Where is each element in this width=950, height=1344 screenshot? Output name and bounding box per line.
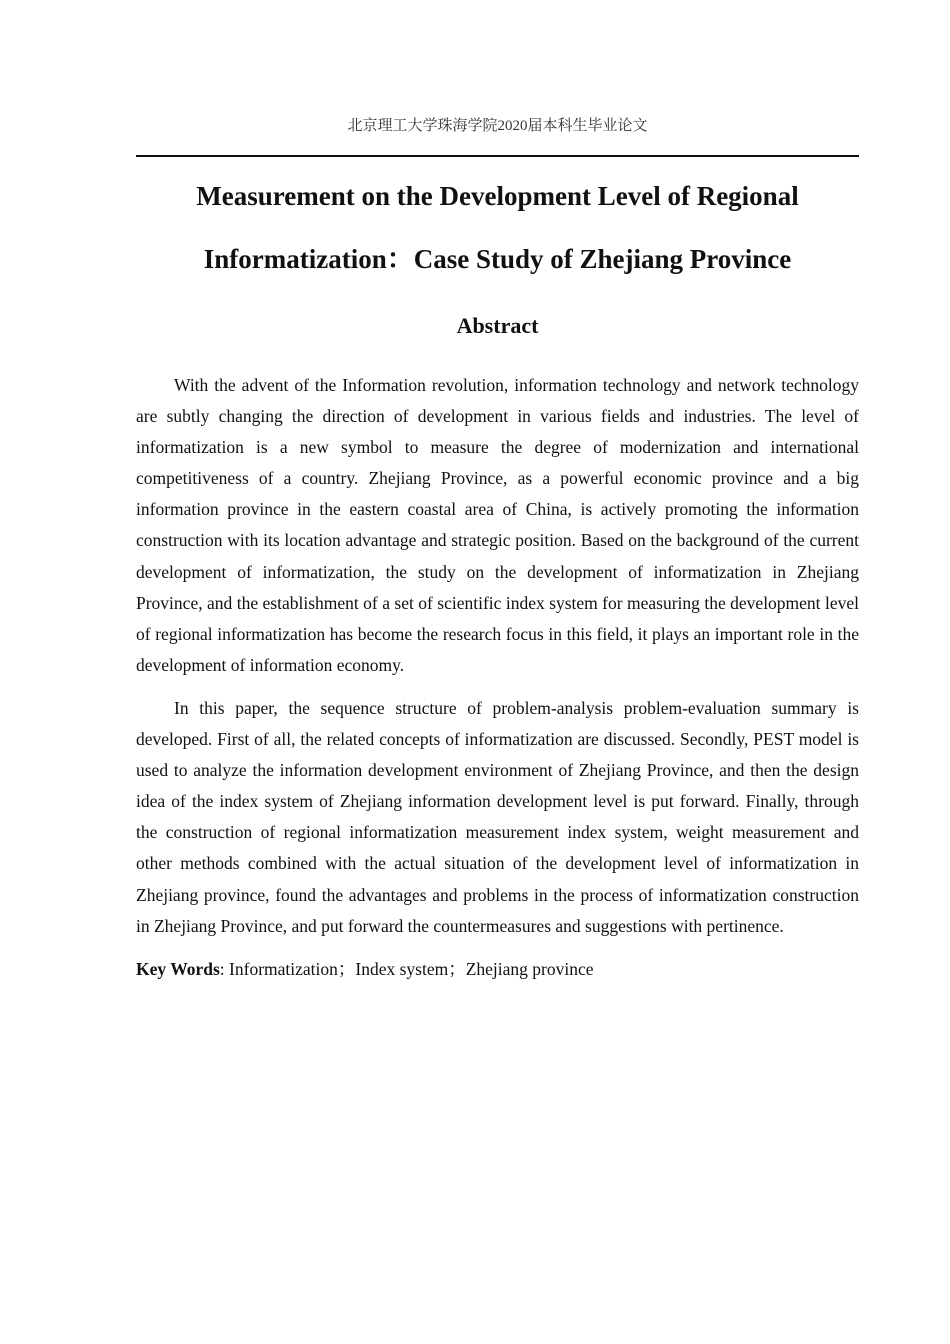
abstract-paragraph-1: With the advent of the Information revolution, information technology and network technology are subtly changing the direction of development in various fields and industries. The level of informatization is a new symbol to measure the degree of modernization and international competitiveness of a country. Zhejiang Province, as a powerful economic province and a big information province in the eastern coastal area of China, is actively promoting the information construction with its location advantage and strategic position. Based on the background of the current development of informatization, the study on the development of informatization in Zhejiang Province, and the establishment of a set of scientific index system for measuring the development level of regional informatization has become the research focus in this field, it plays an important role in the development of information economy. [136,375,859,675]
abstract-body [136,370,859,985]
abstract-paragraph-2: In this paper, the sequence structure of problem-analysis problem-evaluation summary is developed. First of all, the related concepts of informatization are discussed. Secondly, PEST model is used to analyze the information development environment of Zhejiang Province, and then the design idea of the index system of Zhejiang information development level is put forward. Finally, through the construction of regional informatization measurement index system, weight measurement and other methods combined with the actual situation of the development level of informatization in Zhejiang province, found the advantages and problems in the process of informatization construction in Zhejiang Province, and put forward the countermeasures and suggestions with pertinence. [136,697,859,936]
keywords-label: Key Words [136,958,220,979]
paper-title-line-2: Informatization：Case Study of Zhejiang Province [203,244,792,274]
abstract-heading: Abstract [456,313,539,338]
paper-title-line-1: Measurement on the Development Level of Regional [196,181,799,211]
header-rule [136,155,859,157]
running-header: 北京理工大学珠海学院2020届本科生毕业论文 [347,118,648,134]
keywords-text: : Informatization；Index system；Zhejiang province [219,958,594,979]
keywords-line [136,954,859,985]
paper-title [136,165,859,291]
